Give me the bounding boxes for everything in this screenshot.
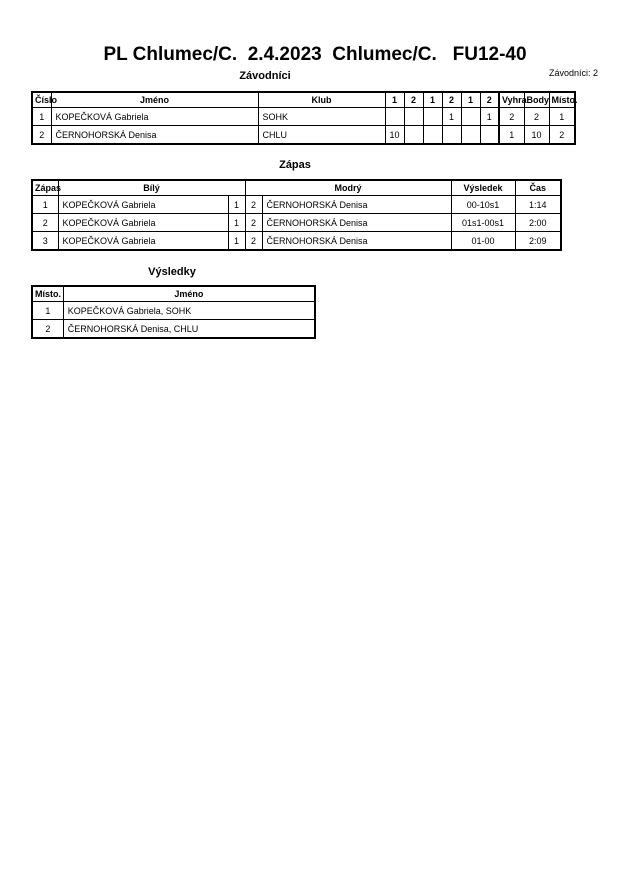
page-title: PL Chlumec/C. 2.4.2023 Chlumec/C. FU12-40 [103,44,527,65]
blue-mark: 2 [245,214,262,232]
col-name: Jméno [63,286,315,302]
competitor-place: 1 [549,108,575,126]
col-points: Body [524,92,549,108]
score-cell [442,126,461,145]
match-number: 1 [32,196,58,214]
col-score: 1 [423,92,442,108]
match-time: 2:00 [515,214,561,232]
col-score: 2 [404,92,423,108]
table-row [32,320,315,339]
col-name: Jméno [51,92,258,108]
match-result: 01-00 [451,232,515,251]
competitor-wins: 2 [499,108,524,126]
blue-fighter: ČERNOHORSKÁ Denisa [262,232,451,251]
score-cell [461,108,480,126]
competitor-place: 2 [549,126,575,145]
table-row [32,232,561,251]
results-header-row [32,286,315,302]
score-cell [423,108,442,126]
col-time: Čas [515,180,561,196]
match-time: 1:14 [515,196,561,214]
blue-fighter: ČERNOHORSKÁ Denisa [262,196,451,214]
table-row [32,302,315,320]
matches-table [31,179,562,251]
col-match: Zápas [32,180,58,196]
white-fighter: KOPEČKOVÁ Gabriela [58,214,228,232]
competitor-name: ČERNOHORSKÁ Denisa [51,126,258,145]
competitor-club: CHLU [258,126,385,145]
results-section-title: Výsledky [148,266,196,278]
competitor-points: 10 [524,126,549,145]
match-result: 00-10s1 [451,196,515,214]
match-number: 2 [32,214,58,232]
score-cell [404,126,423,145]
table-row [32,108,575,126]
col-score: 1 [461,92,480,108]
col-score: 1 [385,92,404,108]
score-cell [480,126,499,145]
col-place: Místo. [32,286,63,302]
score-cell [385,108,404,126]
competitor-wins: 1 [499,126,524,145]
white-mark: 1 [228,214,245,232]
competitor-number: 1 [32,108,51,126]
white-mark: 1 [228,232,245,251]
score-cell [423,126,442,145]
result-name: KOPEČKOVÁ Gabriela, SOHK [63,302,315,320]
score-cell: 10 [385,126,404,145]
col-wins: Vyhra [499,92,524,108]
table-row [32,196,561,214]
col-club: Klub [258,92,385,108]
match-number: 3 [32,232,58,251]
result-place: 1 [32,302,63,320]
white-mark: 1 [228,196,245,214]
col-score: 2 [480,92,499,108]
col-number: Číslo [32,92,51,108]
blue-mark: 2 [245,196,262,214]
col-score: 2 [442,92,461,108]
blue-fighter: ČERNOHORSKÁ Denisa [262,214,451,232]
table-row [32,126,575,145]
competitor-name: KOPEČKOVÁ Gabriela [51,108,258,126]
blue-mark: 2 [245,232,262,251]
score-cell: 1 [442,108,461,126]
white-fighter: KOPEČKOVÁ Gabriela [58,232,228,251]
col-result: Výsledek [451,180,515,196]
competitors-table [31,91,576,145]
match-result: 01s1-00s1 [451,214,515,232]
result-name: ČERNOHORSKÁ Denisa, CHLU [63,320,315,339]
score-cell [404,108,423,126]
competitors-header-row [32,92,575,108]
competitors-section-title: Závodníci [239,70,291,82]
col-place: Místo. [549,92,575,108]
col-blue: Modrý [245,180,451,196]
result-place: 2 [32,320,63,339]
competitor-number: 2 [32,126,51,145]
white-fighter: KOPEČKOVÁ Gabriela [58,196,228,214]
col-white: Bílý [58,180,245,196]
competitor-points: 2 [524,108,549,126]
match-time: 2:09 [515,232,561,251]
matches-header-row [32,180,561,196]
matches-section-title: Zápas [279,159,311,171]
results-table [31,285,316,339]
score-cell [461,126,480,145]
competitor-club: SOHK [258,108,385,126]
score-cell: 1 [480,108,499,126]
table-row [32,214,561,232]
competitors-count: Závodníci: 2 [548,68,598,78]
